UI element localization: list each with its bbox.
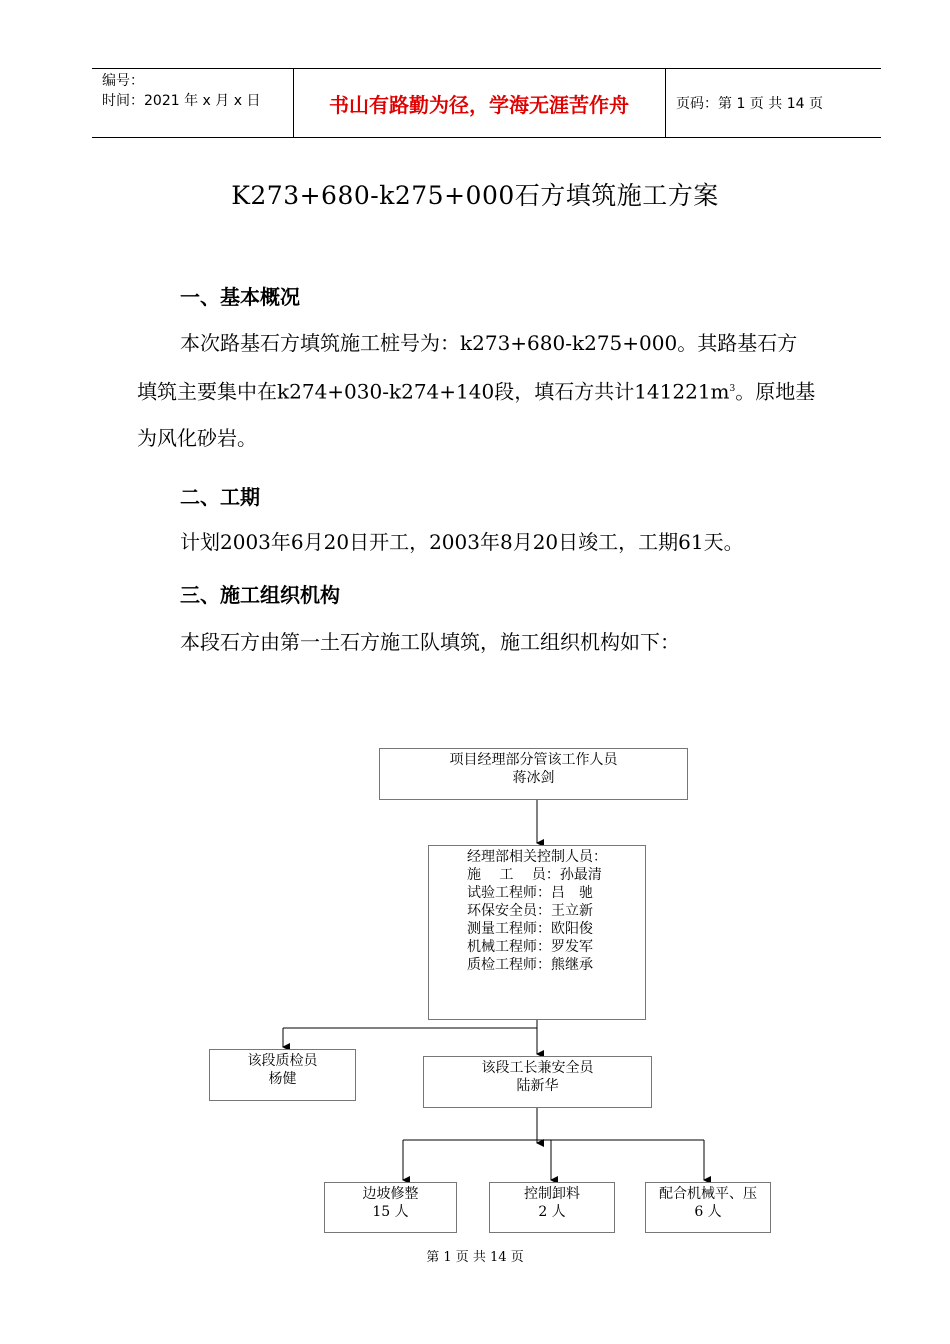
org-box-line: 2 人 (538, 1204, 566, 1220)
org-box-line: 边坡修整 (362, 1186, 419, 1202)
org-box-foreman (423, 1056, 652, 1108)
organization-line: 本段石方由第一土石方施工队填筑，施工组织机构如下： (180, 630, 680, 654)
org-box-team-machinery (645, 1182, 771, 1233)
org-box-control-staff (428, 845, 646, 1020)
header-page-label: 页码：第 1 页 共 14 页 (676, 96, 823, 112)
org-box-line: 该段工长兼安全员 (481, 1060, 594, 1076)
org-box-team-slope (324, 1182, 457, 1233)
control-staff-line: 测量工程师：欧阳俊 (467, 921, 593, 937)
page-footer: 第 1 页 共 14 页 (426, 1250, 524, 1265)
org-box-line: 杨健 (268, 1071, 297, 1087)
schedule-line: 计划2003年6月20日开工，2003年8月20日竣工，工期61天。 (180, 530, 744, 554)
time-label: 时间：2021 年 x 月 x 日 (102, 93, 261, 109)
control-staff-line: 试验工程师：吕 驰 (467, 885, 593, 901)
org-box-line: 项目经理部分管该工作人员 (449, 752, 618, 768)
control-staff-line: 施 工 员：孙最清 (467, 867, 602, 883)
org-box-title: 经理部相关控制人员： (467, 849, 607, 865)
org-box-line: 配合机械平、压 (659, 1186, 757, 1202)
org-box-line: 蒋冰剑 (512, 770, 555, 786)
cubic-superscript: 3 (729, 384, 736, 394)
org-box-team-unloading (489, 1182, 615, 1233)
control-staff-line: 环保安全员：王立新 (467, 903, 593, 919)
overview-line-3: 为风化砂岩。 (137, 425, 257, 450)
org-box-inspector (209, 1049, 356, 1101)
org-box-project-manager (379, 748, 688, 800)
overview-line-2-end: 。原地基 (735, 379, 816, 404)
org-box-line: 15 人 (372, 1204, 409, 1220)
org-box-line: 该段质检员 (247, 1053, 318, 1069)
org-box-line: 6 人 (694, 1204, 722, 1220)
section-heading-overview: 一、基本概况 (180, 285, 300, 309)
control-staff-line: 质检工程师：熊继承 (467, 957, 593, 973)
control-staff-line: 机械工程师：罗发军 (467, 939, 593, 955)
section-heading-schedule: 二、工期 (180, 485, 260, 509)
section-heading-organization: 三、施工组织机构 (180, 583, 340, 607)
number-label: 编号： (102, 73, 144, 89)
overview-line-1: 本次路基石方填筑施工桩号为：k273+680-k275+000。其路基石方 (180, 331, 798, 355)
org-box-line: 陆新华 (516, 1078, 559, 1094)
header-motto: 书山有路勤为径，学海无涯苦作舟 (329, 92, 629, 117)
org-box-line: 控制卸料 (524, 1186, 580, 1202)
document-title: K273+680-k275+000石方填筑施工方案 (231, 181, 719, 210)
overview-line-2-text: 填筑主要集中在k274+030-k274+140段，填石方共计141221m (137, 379, 730, 404)
